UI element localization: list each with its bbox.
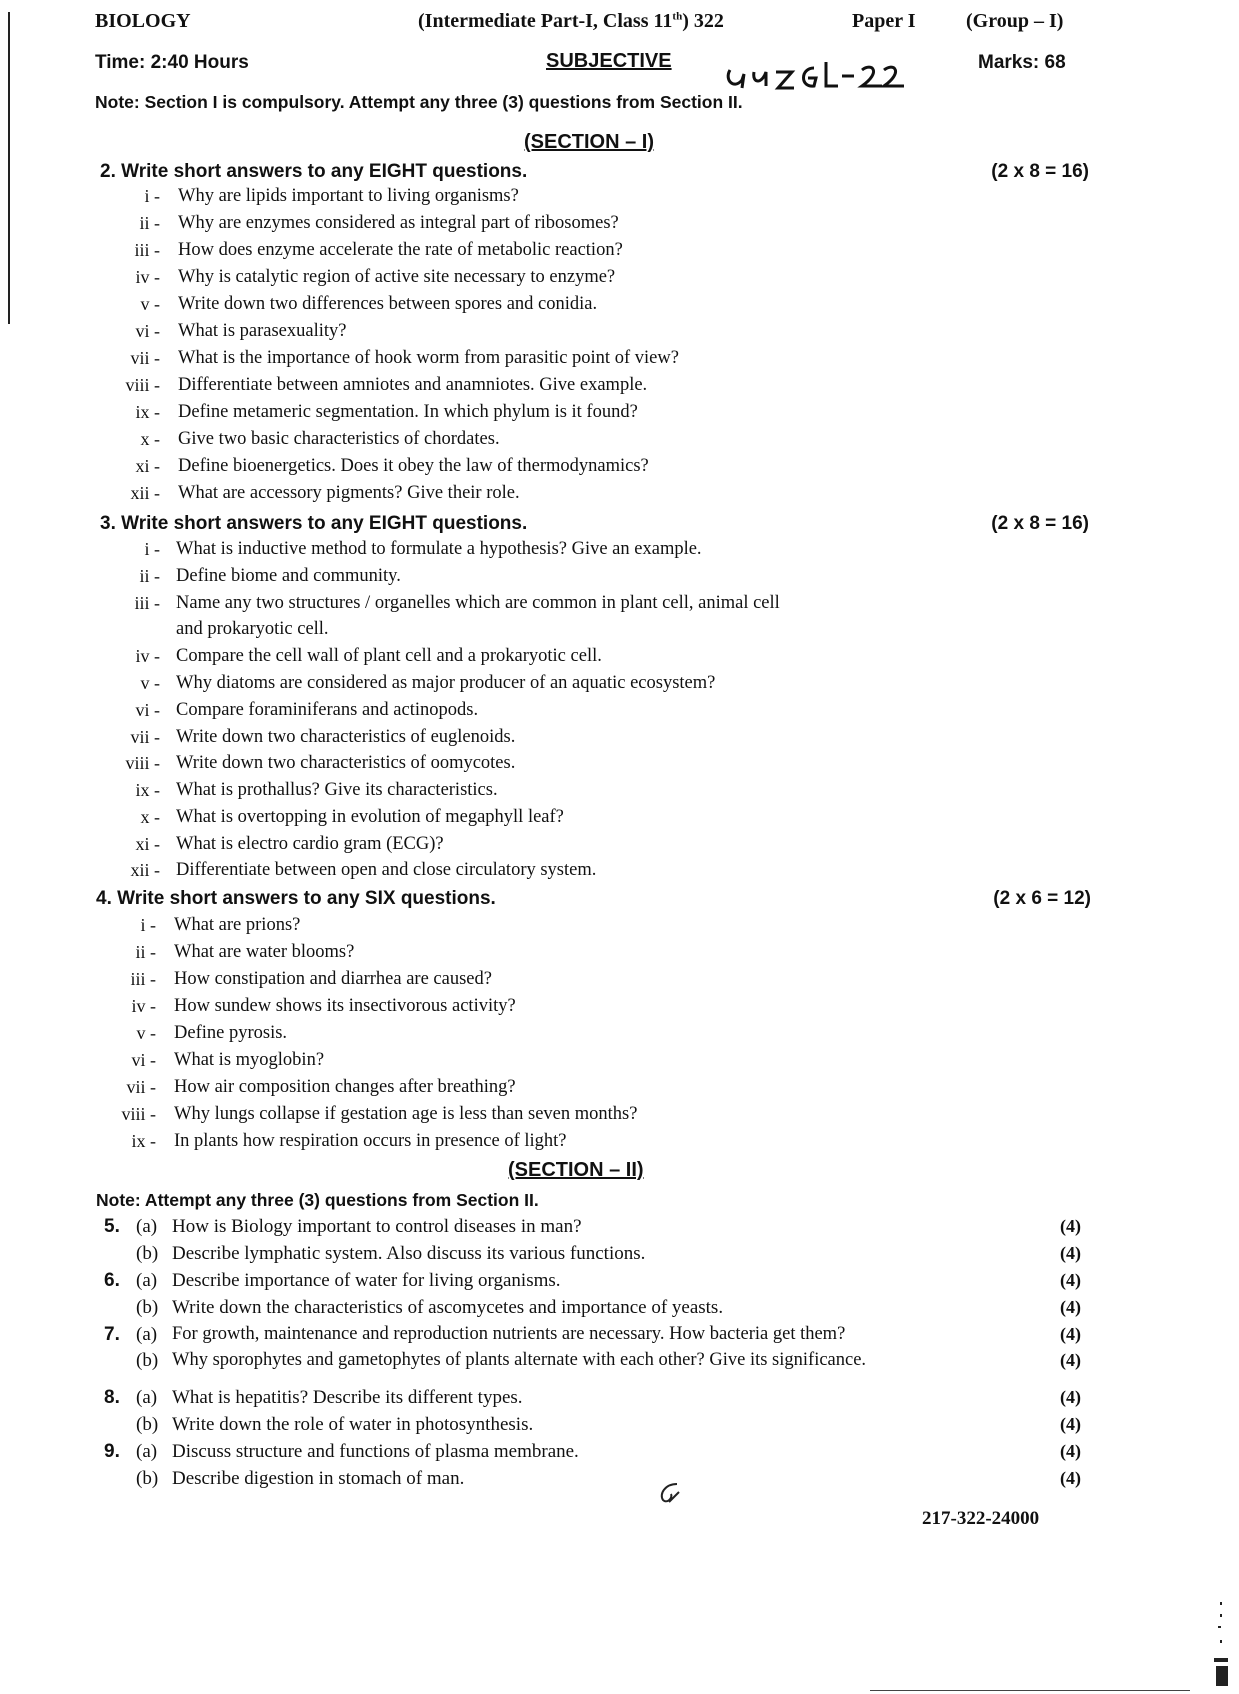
handwritten-code xyxy=(722,50,912,105)
roman-numeral: xii - xyxy=(130,860,160,880)
roman-numeral: viii - xyxy=(125,753,160,773)
roman-numeral: xii - xyxy=(130,483,160,503)
group-label: (Group – I) xyxy=(966,10,1064,32)
question-4-marks: (2 x 6 = 12) xyxy=(993,888,1091,909)
part-label: (a) xyxy=(136,1216,158,1237)
roman-numeral: xi - xyxy=(135,456,160,476)
question-number: 2. xyxy=(100,161,116,182)
class-info-text: (Intermediate Part-I, Class 11 xyxy=(418,10,673,32)
roman-numeral: i - xyxy=(140,915,156,935)
roman-numeral: ii - xyxy=(139,213,160,233)
roman-numeral: iv - xyxy=(135,267,160,287)
question-item: What are prions? xyxy=(174,915,301,935)
scan-corner-mark-icon xyxy=(1214,1600,1224,1688)
question-item-continued: and prokaryotic cell. xyxy=(176,619,329,639)
roman-numeral: vii - xyxy=(130,727,160,747)
question-item: Compare the cell wall of plant cell and a prokaryotic cell. xyxy=(176,646,602,666)
question-3-marks: (2 x 8 = 16) xyxy=(991,513,1089,534)
class-info xyxy=(418,10,724,33)
question-item: What is parasexuality? xyxy=(178,321,347,341)
question-item: Why lungs collapse if gestation age is less than seven months? xyxy=(174,1104,638,1124)
question-item: Name any two structures / organelles which are common in plant cell, animal cell xyxy=(176,593,780,613)
question-number: 3. xyxy=(100,513,116,534)
question-item: Why are enzymes considered as integral part of ribosomes? xyxy=(178,213,619,233)
question-heading-text: Write short answers to any EIGHT questions. xyxy=(121,513,528,534)
question-item: What is overtopping in evolution of megaphyll leaf? xyxy=(176,807,564,827)
question-item: Compare foraminiferans and actinopods. xyxy=(176,700,479,720)
question-item: Give two basic characteristics of chordates. xyxy=(178,429,500,449)
question-number: 4. xyxy=(96,888,112,909)
question-item: What are water blooms? xyxy=(174,942,355,962)
roman-numeral: i - xyxy=(144,186,160,206)
part-text: For growth, maintenance and reproduction nutrients are necessary. How bacteria get them? xyxy=(172,1324,846,1344)
subjective-label: SUBJECTIVE xyxy=(546,50,672,72)
section-2-title: (SECTION – II) xyxy=(508,1159,644,1181)
question-item: Define bioenergetics. Does it obey the law of thermodynamics? xyxy=(178,456,649,476)
question-item: Write down two differences between spores and conidia. xyxy=(178,294,598,314)
roman-numeral: viii - xyxy=(121,1104,156,1124)
pen-mark-icon xyxy=(655,1478,689,1513)
scan-bottom-line xyxy=(870,1690,1190,1691)
roman-numeral: x - xyxy=(140,807,160,827)
roman-numeral: vi - xyxy=(135,321,160,341)
question-3-heading xyxy=(100,513,527,535)
question-item: What is the importance of hook worm from parasitic point of view? xyxy=(178,348,679,368)
question-item: What is myoglobin? xyxy=(174,1050,325,1070)
part-marks: (4) xyxy=(1060,1387,1081,1407)
roman-numeral: iii - xyxy=(130,969,156,989)
part-marks: (4) xyxy=(1060,1468,1081,1488)
class-code: ) 322 xyxy=(682,10,724,32)
question-item: Differentiate between open and close circulatory system. xyxy=(176,860,597,880)
roman-numeral: vii - xyxy=(126,1077,156,1097)
roman-numeral: iii - xyxy=(134,240,160,260)
question-4-heading xyxy=(96,888,496,910)
question-item: In plants how respiration occurs in presence of light? xyxy=(174,1131,567,1151)
roman-numeral: i - xyxy=(144,539,160,559)
roman-numeral: ii - xyxy=(135,942,156,962)
question-heading-text: Write short answers to any EIGHT questions. xyxy=(121,161,528,182)
question-item: Why are lipids important to living organisms? xyxy=(178,186,519,206)
part-label: (b) xyxy=(136,1350,159,1371)
paper-code: 217-322-24000 xyxy=(922,1508,1040,1529)
part-marks: (4) xyxy=(1060,1270,1081,1290)
roman-numeral: ii - xyxy=(139,566,160,586)
part-label: (a) xyxy=(136,1324,158,1345)
roman-numeral: xi - xyxy=(135,834,160,854)
roman-numeral: iii - xyxy=(134,593,160,613)
part-text: How is Biology important to control diseases in man? xyxy=(172,1216,582,1237)
part-text: Describe lymphatic system. Also discuss its various functions. xyxy=(172,1243,646,1264)
question-9-number: 9. xyxy=(104,1441,120,1462)
question-5-number: 5. xyxy=(104,1216,120,1237)
part-marks: (4) xyxy=(1060,1297,1081,1317)
class-superscript: th xyxy=(672,10,683,23)
section-note: Note: Section I is compulsory. Attempt any three (3) questions from Section II. xyxy=(95,92,743,112)
question-6-number: 6. xyxy=(104,1270,120,1291)
part-marks: (4) xyxy=(1060,1441,1081,1461)
question-item: How sundew shows its insectivorous activity? xyxy=(174,996,516,1016)
roman-numeral: iv - xyxy=(135,646,160,666)
part-marks: (4) xyxy=(1060,1243,1081,1263)
part-marks: (4) xyxy=(1060,1414,1081,1434)
paper-label: Paper I xyxy=(852,10,916,32)
section-1-title: (SECTION – I) xyxy=(524,131,655,153)
part-label: (b) xyxy=(136,1243,159,1264)
marks-label: Marks: 68 xyxy=(978,52,1066,73)
part-marks: (4) xyxy=(1060,1324,1081,1344)
roman-numeral: x - xyxy=(140,429,160,449)
part-text: Discuss structure and functions of plasma membrane. xyxy=(172,1441,579,1462)
part-text: Write down the characteristics of ascomycetes and importance of yeasts. xyxy=(172,1297,724,1318)
subject-title: BIOLOGY xyxy=(95,10,191,32)
question-item: Why diatoms are considered as major producer of an aquatic ecosystem? xyxy=(176,673,716,693)
question-item: Define biome and community. xyxy=(176,566,401,586)
part-text: Why sporophytes and gametophytes of plants alternate with each other? Give its significance. xyxy=(172,1350,867,1370)
part-label: (b) xyxy=(136,1468,159,1489)
part-text: Write down the role of water in photosynthesis. xyxy=(172,1414,534,1435)
part-label: (a) xyxy=(136,1441,158,1462)
question-8-number: 8. xyxy=(104,1387,120,1408)
question-2-heading xyxy=(100,161,527,183)
part-text: Describe importance of water for living organisms. xyxy=(172,1270,561,1291)
question-item: What is prothallus? Give its characteristics. xyxy=(176,780,498,800)
part-label: (b) xyxy=(136,1414,159,1435)
question-item: Differentiate between amniotes and anamniotes. Give example. xyxy=(178,375,648,395)
part-text: What is hepatitis? Describe its different types. xyxy=(172,1387,523,1408)
roman-numeral: ix - xyxy=(135,780,160,800)
question-item: Write down two characteristics of oomycotes. xyxy=(176,753,516,773)
roman-numeral: v - xyxy=(136,1023,156,1043)
roman-numeral: vi - xyxy=(135,700,160,720)
question-item: Define metameric segmentation. In which phylum is it found? xyxy=(178,402,638,422)
part-marks: (4) xyxy=(1060,1350,1081,1370)
roman-numeral: viii - xyxy=(125,375,160,395)
roman-numeral: v - xyxy=(140,673,160,693)
question-item: Define pyrosis. xyxy=(174,1023,288,1043)
question-item: How air composition changes after breathing? xyxy=(174,1077,516,1097)
roman-numeral: vii - xyxy=(130,348,160,368)
part-label: (a) xyxy=(136,1270,158,1291)
scan-edge-line xyxy=(8,12,10,324)
question-item: What are accessory pigments? Give their role. xyxy=(178,483,520,503)
part-label: (a) xyxy=(136,1387,158,1408)
question-item: What is inductive method to formulate a hypothesis? Give an example. xyxy=(176,539,702,559)
roman-numeral: iv - xyxy=(131,996,156,1016)
section-2-note: Note: Attempt any three (3) questions from Section II. xyxy=(96,1190,539,1210)
roman-numeral: ix - xyxy=(131,1131,156,1151)
question-item: How constipation and diarrhea are caused? xyxy=(174,969,492,989)
question-item: Write down two characteristics of euglenoids. xyxy=(176,727,516,747)
question-heading-text: Write short answers to any SIX questions. xyxy=(117,888,496,909)
handwritten-signature-icon xyxy=(722,50,912,100)
roman-numeral: ix - xyxy=(135,402,160,422)
time-label: Time: 2:40 Hours xyxy=(95,52,249,73)
roman-numeral: v - xyxy=(140,294,160,314)
question-2-marks: (2 x 8 = 16) xyxy=(991,161,1089,182)
question-item: Why is catalytic region of active site necessary to enzyme? xyxy=(178,267,616,287)
part-text: Describe digestion in stomach of man. xyxy=(172,1468,465,1489)
roman-numeral: vi - xyxy=(131,1050,156,1070)
question-7-number: 7. xyxy=(104,1324,120,1345)
part-marks: (4) xyxy=(1060,1216,1081,1236)
question-item: How does enzyme accelerate the rate of metabolic reaction? xyxy=(178,240,623,260)
question-item: What is electro cardio gram (ECG)? xyxy=(176,834,444,854)
part-label: (b) xyxy=(136,1297,159,1318)
